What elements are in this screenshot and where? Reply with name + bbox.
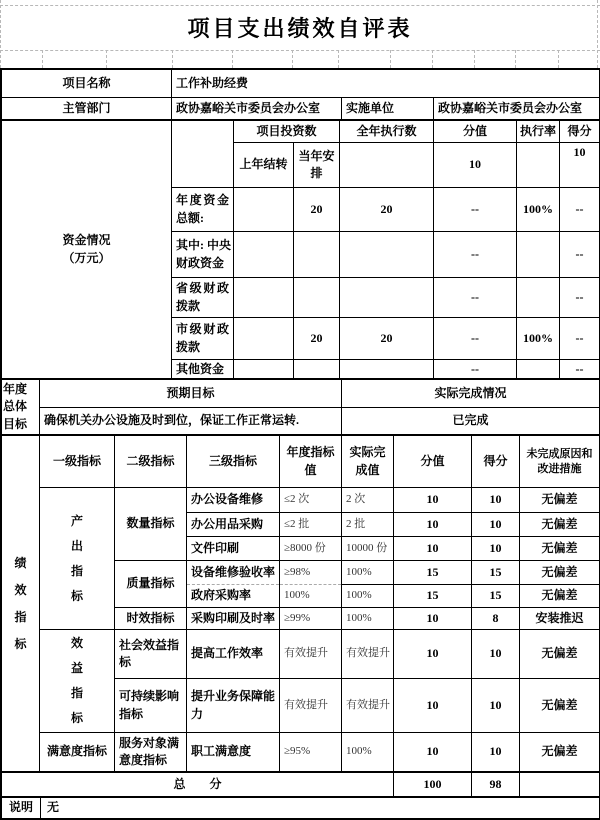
empty-cell: [340, 143, 434, 188]
empty-cell: [520, 773, 600, 797]
actual-cell: 100%: [342, 585, 394, 608]
score-cell: 10: [394, 733, 472, 772]
carry-cell: [234, 318, 294, 360]
indicator-row: [2, 488, 600, 513]
actual-cell: 有效提升: [342, 630, 394, 679]
col-header-points: 得分: [472, 436, 520, 488]
col-header-l3: 三级指标: [187, 436, 280, 488]
score-cell: 10: [394, 678, 472, 732]
self-evaluation-table: [0, 68, 600, 820]
note-label: 说明: [2, 798, 41, 819]
l2-social-benefit-indicator: 社会效益指标: [115, 630, 187, 679]
total-row: [2, 773, 600, 797]
deviation-cell: 无偏差: [520, 585, 600, 608]
points-cell: --: [560, 318, 600, 360]
gridline: [42, 50, 43, 68]
exec-cell: [340, 360, 434, 379]
table-row: [2, 407, 600, 435]
col-header-current-year: 当年安排: [294, 143, 340, 188]
points-cell: 10: [472, 513, 520, 537]
col-header-points: 得分: [560, 121, 600, 143]
exec-cell: 20: [340, 318, 434, 360]
col-header-target: 年度指标值: [280, 436, 342, 488]
actual-completion-header: 实际完成情况: [342, 380, 600, 408]
target-cell: 有效提升: [280, 630, 342, 679]
col-header-l2: 二级指标: [115, 436, 187, 488]
score-cell: 10: [394, 537, 472, 561]
funding-score-value: 10: [434, 143, 517, 188]
l3-name-cell: 政府采购率: [187, 585, 280, 608]
carry-cell: [234, 188, 294, 232]
deviation-cell: 无偏差: [520, 488, 600, 513]
rate-cell: [517, 278, 560, 318]
empty-cell: [172, 121, 234, 188]
score-cell: --: [434, 318, 517, 360]
rate-cell: 100%: [517, 318, 560, 360]
l2-timeliness-indicator: 时效指标: [115, 608, 187, 630]
current-cell: 20: [294, 318, 340, 360]
indicator-row: [2, 630, 600, 679]
l1-benefit-text: 效益指标: [70, 636, 83, 726]
gridline: [515, 50, 516, 68]
current-cell: [294, 360, 340, 379]
gridline: [292, 50, 293, 68]
project-name-label: 项目名称: [2, 70, 172, 98]
target-cell: ≥95%: [280, 733, 342, 772]
deviation-cell: 无偏差: [520, 678, 600, 732]
indicator-header-row: [2, 436, 600, 488]
dept-value: 政协嘉峪关市委员会办公室: [172, 98, 342, 120]
funding-label-line2: （万元）: [62, 250, 111, 265]
points-cell: 8: [472, 608, 520, 630]
score-cell: 15: [394, 561, 472, 585]
actual-completion-text: 已完成: [342, 407, 600, 435]
points-cell: 10: [472, 537, 520, 561]
impl-unit-value: 政协嘉峪关市委员会办公室: [434, 98, 600, 120]
actual-cell: 10000 份: [342, 537, 394, 561]
score-cell: 10: [394, 488, 472, 513]
deviation-cell: 安装推迟: [520, 608, 600, 630]
actual-cell: 100%: [342, 561, 394, 585]
page-title: 项目支出绩效自评表: [187, 16, 413, 41]
funding-section-label: [2, 121, 172, 379]
score-cell: --: [434, 360, 517, 379]
current-cell: [294, 278, 340, 318]
score-cell: 10: [394, 513, 472, 537]
rate-cell: [517, 360, 560, 379]
gridline: [106, 50, 107, 68]
note-row: [2, 798, 600, 819]
funding-section: [1, 120, 600, 379]
deviation-cell: 无偏差: [520, 630, 600, 679]
table-row: [2, 121, 600, 143]
l2-quantity-indicator: 数量指标: [115, 488, 187, 561]
table-row: [2, 98, 600, 120]
col-header-invest: 项目投资数: [234, 121, 340, 143]
points-cell: 10: [472, 733, 520, 772]
row-label-other: 其他资金: [172, 360, 234, 379]
gridline: [338, 50, 339, 68]
points-cell: --: [560, 360, 600, 379]
exec-cell: 20: [340, 188, 434, 232]
points-cell: 15: [472, 561, 520, 585]
l2-sustainability-indicator: 可持续影响指标: [115, 678, 187, 732]
l1-output-text: 产出指标: [70, 513, 83, 603]
gridline: [432, 50, 433, 68]
project-name-value: 工作补助经费: [172, 70, 600, 98]
funding-label-line1: 资金情况: [62, 233, 111, 248]
total-label: 总 分: [2, 773, 394, 797]
row-label-central: 其中: 中央财政资金: [172, 232, 234, 278]
gridline: [558, 50, 559, 68]
perf-section-label: [2, 436, 40, 772]
actual-cell: 有效提升: [342, 678, 394, 732]
empty-cell: [517, 143, 560, 188]
deviation-cell: 无偏差: [520, 513, 600, 537]
funding-points-value: 10: [560, 143, 600, 188]
l3-name-cell: 文件印刷: [187, 537, 280, 561]
deviation-cell: 无偏差: [520, 733, 600, 772]
col-header-exec: 全年执行数: [340, 121, 434, 143]
total-points-value: 98: [472, 773, 520, 797]
l2-service-satisfaction-indicator: 服务对象满意度指标: [115, 733, 187, 772]
col-header-actual: 实际完成值: [342, 436, 394, 488]
actual-cell: 100%: [342, 608, 394, 630]
current-cell: 20: [294, 188, 340, 232]
goal-section: [1, 379, 600, 435]
score-cell: --: [434, 188, 517, 232]
points-cell: 10: [472, 488, 520, 513]
target-cell: ≤2 批: [280, 513, 342, 537]
score-cell: 15: [394, 585, 472, 608]
points-cell: 15: [472, 585, 520, 608]
l3-name-cell: 提高工作效率: [187, 630, 280, 679]
actual-cell: 2 批: [342, 513, 394, 537]
carry-cell: [234, 278, 294, 318]
col-header-rate: 执行率: [517, 121, 560, 143]
target-cell: ≥98%: [280, 561, 342, 585]
score-cell: 10: [394, 630, 472, 679]
l3-name-cell: 采购印刷及时率: [187, 608, 280, 630]
score-cell: --: [434, 232, 517, 278]
actual-cell: 2 次: [342, 488, 394, 513]
expected-goal-text: 确保机关办公设施及时到位，保证工作正常运转.: [40, 407, 342, 435]
rate-cell: 100%: [517, 188, 560, 232]
target-cell: 100%: [280, 585, 342, 608]
points-cell: --: [560, 232, 600, 278]
col-header-score: 分值: [434, 121, 517, 143]
performance-section: [1, 435, 600, 772]
row-label-municipal: 市级财政拨款: [172, 318, 234, 360]
rate-cell: [517, 232, 560, 278]
l3-name-cell: 办公用品采购: [187, 513, 280, 537]
gridline: [0, 50, 600, 51]
deviation-cell: 无偏差: [520, 561, 600, 585]
indicator-row: [2, 733, 600, 772]
points-cell: --: [560, 278, 600, 318]
target-cell: ≥99%: [280, 608, 342, 630]
l3-name-cell: 办公设备维修: [187, 488, 280, 513]
perf-section-label-text: 绩效指标: [14, 555, 27, 651]
goal-section-label: 年度总体目标: [2, 380, 40, 435]
exec-cell: [340, 278, 434, 318]
l1-satisfaction-indicator: 满意度指标: [40, 733, 115, 772]
points-cell: 10: [472, 630, 520, 679]
table-row: [2, 70, 600, 98]
note-content: 无: [41, 798, 600, 819]
exec-cell: [340, 232, 434, 278]
gridline: [172, 50, 173, 68]
target-cell: ≥8000 份: [280, 537, 342, 561]
impl-unit-label: 实施单位: [342, 98, 434, 120]
row-label-annual-total: 年度资金总额:: [172, 188, 234, 232]
gridline: [390, 50, 391, 68]
gridline: [474, 50, 475, 68]
carry-cell: [234, 360, 294, 379]
row-label-provincial: 省级财政拨款: [172, 278, 234, 318]
l2-quality-indicator: 质量指标: [115, 561, 187, 608]
col-header-deviation: 未完成原因和改进措施: [520, 436, 600, 488]
score-cell: --: [434, 278, 517, 318]
gridline: [232, 50, 233, 68]
score-cell: 10: [394, 608, 472, 630]
expected-goal-header: 预期目标: [40, 380, 342, 408]
total-section: [1, 772, 600, 797]
l1-benefit-indicator: [40, 630, 115, 733]
info-section: [1, 69, 600, 120]
col-header-score: 分值: [394, 436, 472, 488]
total-score-value: 100: [394, 773, 472, 797]
target-cell: 有效提升: [280, 678, 342, 732]
col-header-l1: 一级指标: [40, 436, 115, 488]
col-header-carryover: 上年结转: [234, 143, 294, 188]
points-cell: 10: [472, 678, 520, 732]
table-row: [2, 380, 600, 408]
deviation-cell: 无偏差: [520, 537, 600, 561]
actual-cell: 100%: [342, 733, 394, 772]
l3-name-cell: 职工满意度: [187, 733, 280, 772]
target-cell: ≤2 次: [280, 488, 342, 513]
points-cell: --: [560, 188, 600, 232]
carry-cell: [234, 232, 294, 278]
l3-name-cell: 提升业务保障能力: [187, 678, 280, 732]
current-cell: [294, 232, 340, 278]
l1-output-indicator: [40, 488, 115, 630]
l3-name-cell: 设备维修验收率: [187, 561, 280, 585]
note-section: [1, 797, 600, 819]
dept-label: 主管部门: [2, 98, 172, 120]
